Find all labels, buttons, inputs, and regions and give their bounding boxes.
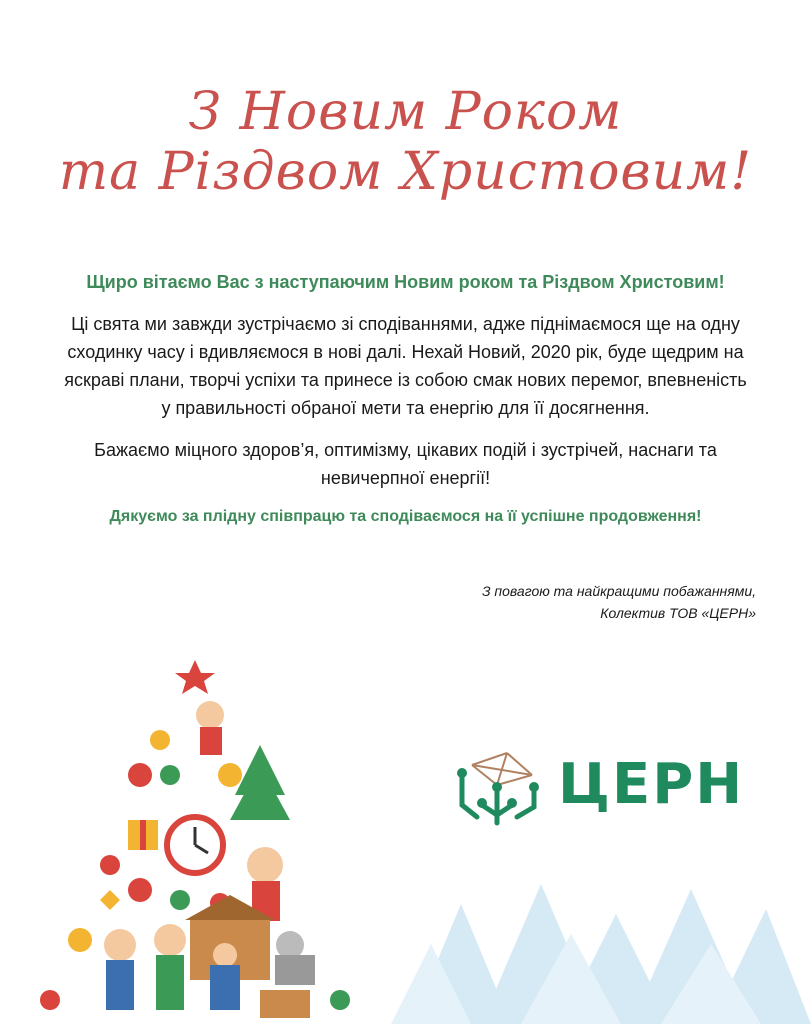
- network-logo-icon: [452, 745, 542, 835]
- greeting-heading: Щиро вітаємо Вас з наступаючим Новим роком та Різдвом Христовим!: [86, 272, 725, 292]
- thanks-line: Дякуємо за плідну співпрацю та сподіваємося на її успішне продовження!: [109, 508, 702, 525]
- paragraph-line: у правильності обраної мети та енергію для її досягнення.: [161, 398, 650, 418]
- signature-line-1: З повагою та найкращими побажаннями,: [481, 583, 756, 599]
- company-logo-text: ЦЕРН: [558, 752, 745, 817]
- paragraph-line: Бажаємо міцного здоров’я, оптимізму, цікавих подій і зустрічей, наснаги та: [94, 440, 717, 460]
- paragraph-wishes: [40, 310, 771, 422]
- christmas-tree-illustration: [20, 655, 380, 1024]
- paragraph-line: сходинку часу і вдивляємося в нові далі. Нехай Новий, 2020 рік, буде щедрим на: [67, 342, 744, 362]
- signature-line-2: Колектив ТОВ «ЦЕРН»: [600, 605, 756, 621]
- title-line-2: та Різдвом Христовим!: [58, 142, 753, 202]
- paragraph-line: яскраві плани, творчі успіхи та принесе із собою смак нових перемог, впевненість: [64, 370, 747, 390]
- paragraph-line: невичерпної енергії!: [320, 468, 491, 488]
- paragraph-health: [40, 436, 771, 492]
- pale-trees-illustration: [391, 874, 811, 1024]
- title-line-1: З Новим Роком: [188, 82, 623, 142]
- paragraph-line: Ці свята ми завжди зустрічаємо зі сподіваннями, адже піднімаємося ще на одну: [71, 314, 740, 334]
